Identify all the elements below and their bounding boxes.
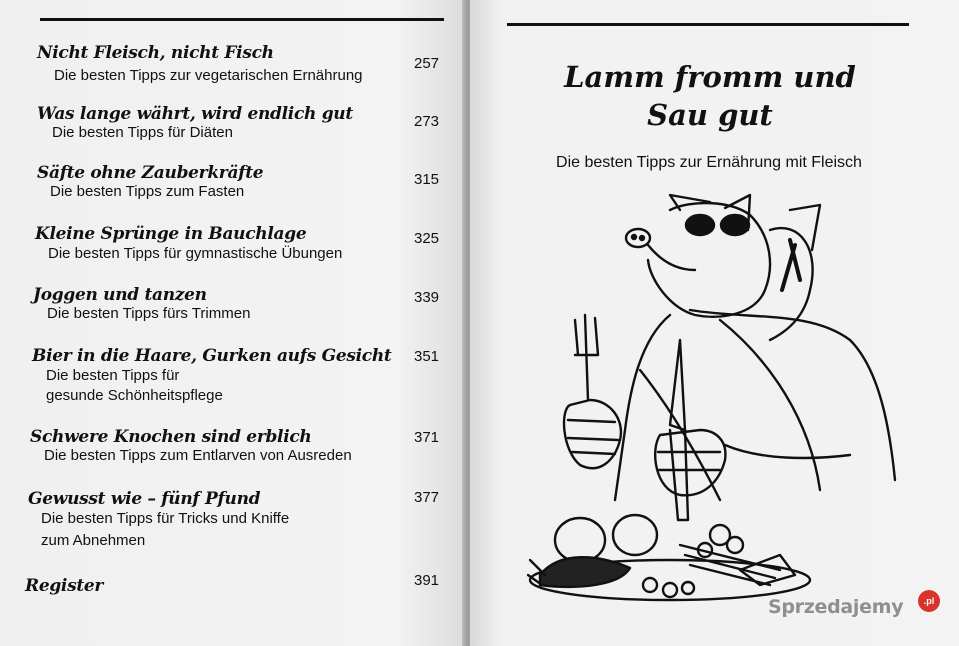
toc-subtitle: Die besten Tipps zur vegetarischen Ernährung [54, 67, 363, 84]
top-rule [507, 23, 909, 26]
toc-page-number: 351 [414, 348, 440, 365]
toc-title: Bier in die Haare, Gurken aufs Gesicht [32, 346, 392, 366]
chapter-title [520, 58, 900, 134]
toc-subtitle: Die besten Tipps für Diäten [52, 124, 233, 141]
toc-subtitle: Die besten Tipps für [46, 367, 180, 384]
watermark-badge: .pl [918, 590, 940, 612]
toc-subtitle: Die besten Tipps zum Entlarven von Ausreden [44, 447, 352, 464]
toc-page-number: 257 [414, 55, 440, 72]
toc-page-number: 273 [414, 113, 440, 130]
chapter-title-line: Lamm fromm und [564, 60, 856, 94]
toc-page-number: 315 [414, 171, 440, 188]
toc-title: Gewusst wie – fünf Pfund [28, 489, 261, 509]
toc-title: Säfte ohne Zauberkräfte [37, 163, 264, 183]
toc-title: Kleine Sprünge in Bauchlage [35, 224, 307, 244]
pig-chef-illustration-icon [520, 190, 910, 620]
chapter-subtitle: Die besten Tipps zur Ernährung mit Fleisch [556, 154, 862, 171]
toc-subtitle: Die besten Tipps für Tricks und Kniffe [41, 510, 290, 527]
toc-subtitle: Die besten Tipps zum Fasten [50, 183, 245, 200]
toc-title: Was lange währt, wird endlich gut [37, 104, 353, 124]
toc-subtitle: zum Abnehmen [41, 532, 146, 549]
watermark: Sprzedajemy [768, 596, 904, 618]
toc-subtitle: Die besten Tipps für gymnastische Übungen [48, 245, 343, 262]
toc-page-number: 339 [414, 289, 440, 306]
toc-title: Register [25, 576, 104, 596]
toc-page-number: 325 [414, 230, 440, 247]
toc-title: Joggen und tanzen [33, 285, 207, 305]
toc-subtitle: Die besten Tipps fürs Trimmen [47, 305, 251, 322]
toc-page-number: 377 [414, 489, 440, 506]
toc-subtitle: gesunde Schönheitspflege [46, 387, 223, 404]
chapter-title-line: Sau gut [647, 98, 773, 132]
toc-page-number: 371 [414, 429, 440, 446]
top-rule [40, 18, 444, 21]
toc-title: Schwere Knochen sind erblich [30, 427, 312, 447]
toc-page-number: 391 [414, 572, 440, 589]
left-page [0, 0, 466, 646]
toc-title: Nicht Fleisch, nicht Fisch [37, 43, 274, 63]
